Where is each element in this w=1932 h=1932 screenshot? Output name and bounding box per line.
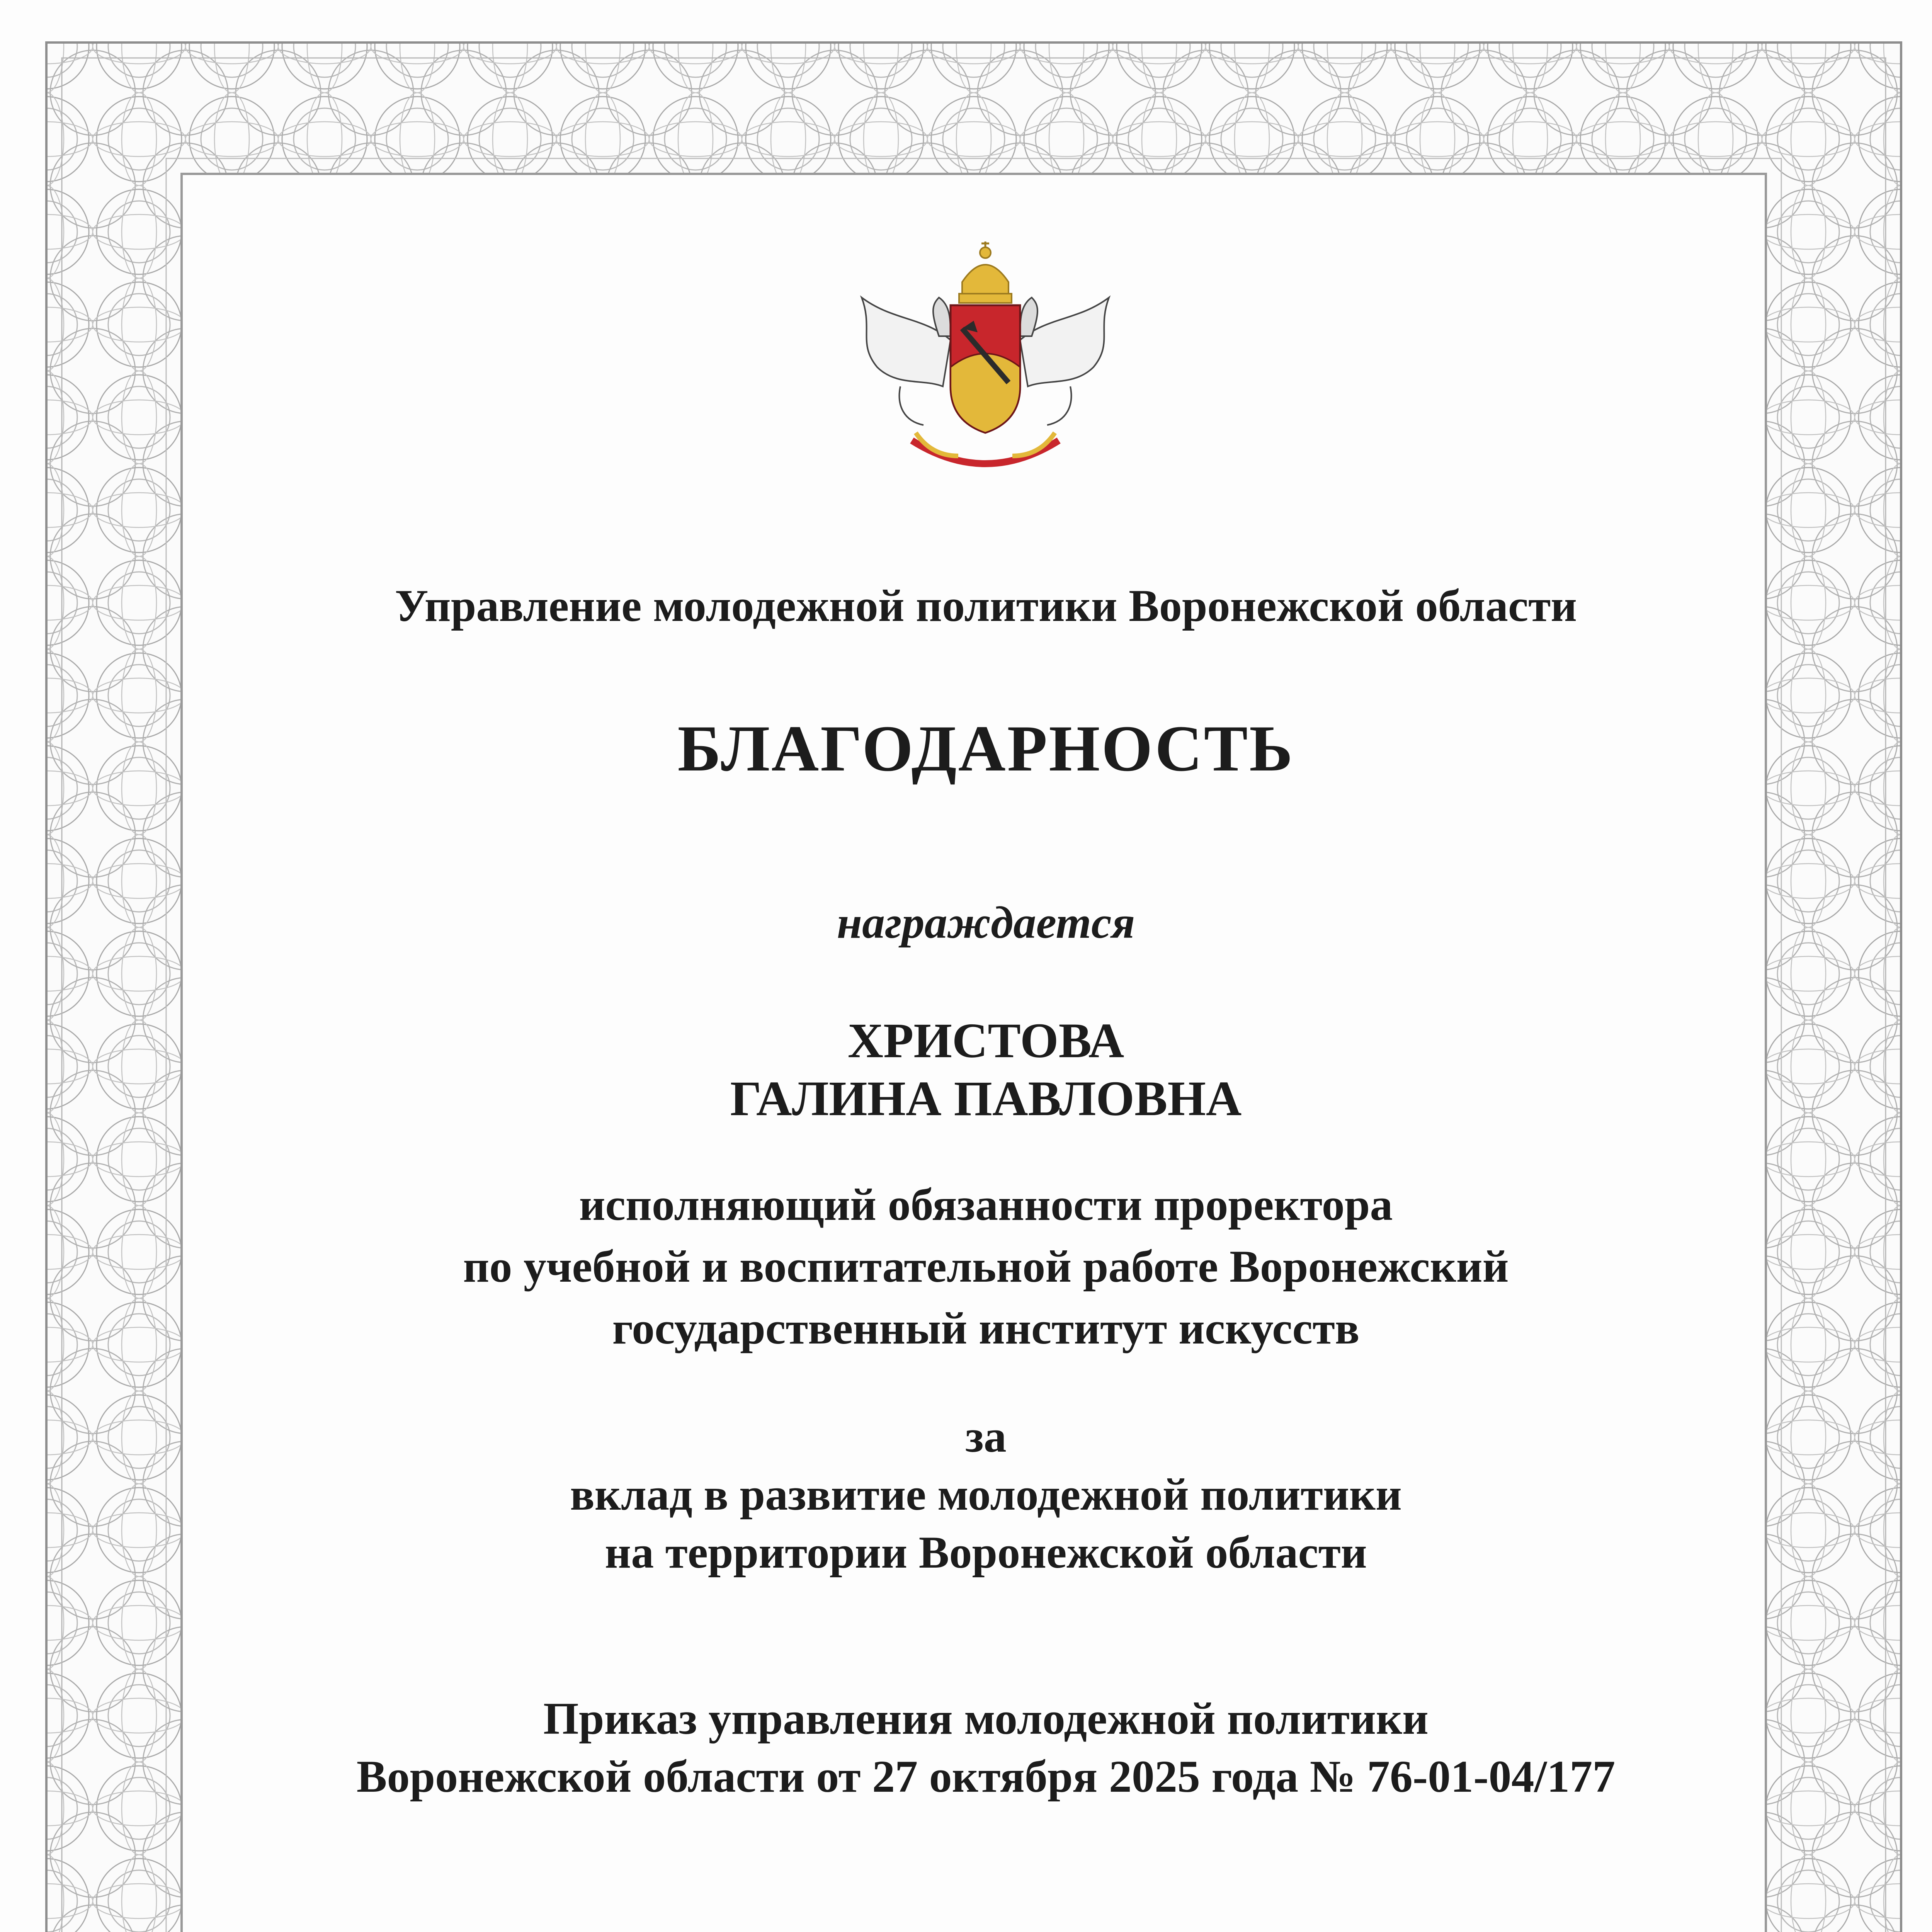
coat-of-arms-icon	[835, 240, 1136, 487]
for-label: за	[965, 1411, 1007, 1462]
wreath-icon	[912, 433, 1059, 464]
shield-icon	[951, 305, 1020, 433]
order-line: Воронежской области от 27 октября 2025 года № 76-01-04/177	[356, 1751, 1616, 1802]
crown-icon	[959, 242, 1012, 303]
recipient-given-names: ГАЛИНА ПАВЛОВНА	[730, 1071, 1242, 1126]
right-eagle-icon	[1020, 298, 1109, 425]
left-eagle-icon	[862, 298, 951, 425]
position-line: государственный институт искусств	[612, 1303, 1360, 1354]
reason-line: на территории Воронежской области	[605, 1527, 1367, 1578]
position-line: исполняющий обязанности проректора	[579, 1179, 1393, 1230]
document-title: БЛАГОДАРНОСТЬ	[677, 712, 1294, 785]
recipient-surname: ХРИСТОВА	[847, 1013, 1124, 1068]
organization-name: Управление молодежной политики Воронежской области	[395, 580, 1577, 631]
reason-line: вклад в развитие молодежной политики	[570, 1469, 1402, 1520]
position-line: по учебной и воспитательной работе Воронежский	[463, 1241, 1509, 1292]
order-line: Приказ управления молодежной политики	[543, 1693, 1429, 1744]
awarded-label: награждается	[837, 897, 1135, 948]
